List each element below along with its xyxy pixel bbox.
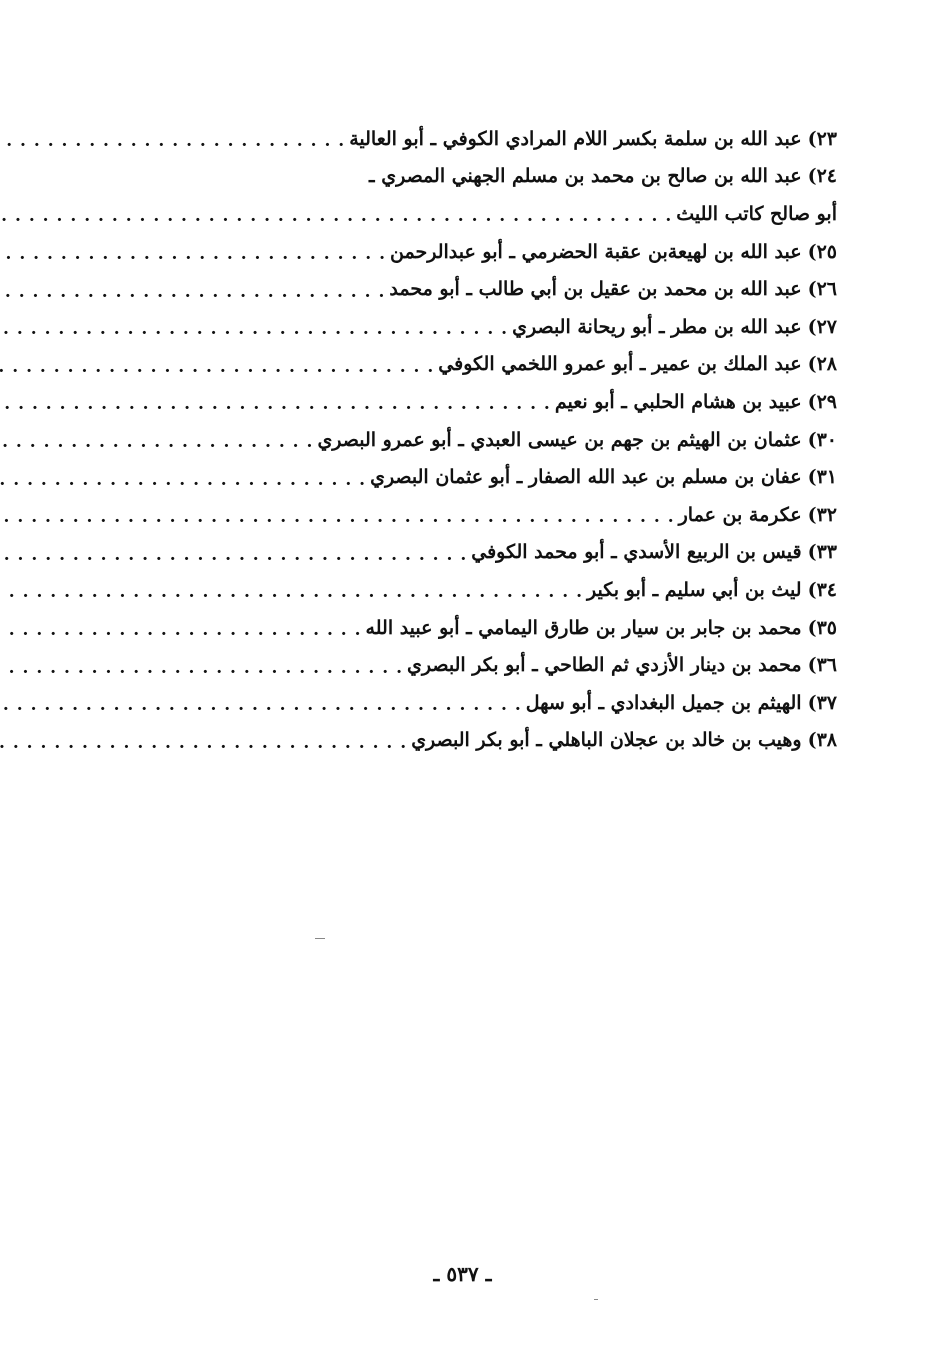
toc-entry[interactable] <box>143 270 837 308</box>
entry-title: عبد الله بن لهيعةبن عقبة الحضرمي ـ أبو عبدالرحمن <box>390 240 802 263</box>
entry-title: أبو صالح كاتب الليث <box>676 202 837 225</box>
page-number: ـ ٥٣٧ ـ <box>433 1262 492 1286</box>
dot-leader <box>0 695 522 714</box>
entry-number: ٣١) <box>807 466 837 489</box>
dot-leader <box>0 507 675 526</box>
toc-entry[interactable] <box>143 722 837 760</box>
entry-title: عبد الله بن محمد بن عقيل بن أبي طالب ـ أبو محمد <box>389 278 802 301</box>
entry-title: قيس بن الربيع الأسدي ـ أبو محمد الكوفي <box>471 541 802 564</box>
toc-entry[interactable] <box>143 346 837 384</box>
entry-title: عبد الله بن مطر ـ أبو ريحانة البصري <box>512 315 802 338</box>
entry-title: عبد الله بن صالح بن محمد بن مسلم الجهني المصري ـ <box>369 165 802 188</box>
entry-title: محمد بن دينار الأزدي ثم الطاحي ـ أبو بكر البصري <box>407 654 802 677</box>
entry-number: ٢٩) <box>807 390 837 413</box>
dot-leader <box>0 244 386 263</box>
entry-number: ٣٨) <box>807 729 837 752</box>
toc-entry[interactable] <box>143 158 837 196</box>
toc-entry[interactable] <box>143 646 837 684</box>
dot-leader <box>0 394 551 413</box>
entry-number: ٣٥) <box>807 616 837 639</box>
entry-title: عكرمة بن عمار <box>678 503 802 526</box>
entry-number: ٢٤) <box>807 165 837 188</box>
dot-leader <box>0 206 672 225</box>
scan-artifact <box>594 1299 598 1300</box>
entry-number: ٣٣) <box>807 541 837 564</box>
toc-entry[interactable] <box>143 571 837 609</box>
entry-title: عفان بن مسلم بن عبد الله الصفار ـ أبو عثمان البصري <box>370 466 802 489</box>
entry-title: ليث بن أبي سليم ـ أبو بكير <box>587 578 802 601</box>
table-of-contents <box>143 120 837 759</box>
entry-number: ٣٧) <box>807 691 837 714</box>
dot-leader <box>0 733 407 752</box>
toc-entry[interactable] <box>143 684 837 722</box>
entry-number: ٢٨) <box>807 353 837 376</box>
entry-number: ٣٢) <box>807 503 837 526</box>
toc-entry[interactable] <box>143 421 837 459</box>
entry-number: ٣٠) <box>807 428 837 451</box>
entry-title: عبيد بن هشام الحلبي ـ أبو نعيم <box>554 390 802 413</box>
entry-number: ٣٦) <box>807 654 837 677</box>
dot-leader <box>0 545 467 564</box>
dot-leader <box>0 282 385 301</box>
dot-leader <box>0 319 508 338</box>
toc-entry[interactable] <box>143 233 837 271</box>
toc-entry[interactable] <box>143 534 837 572</box>
toc-entry[interactable] <box>143 458 837 496</box>
toc-entry[interactable] <box>143 308 837 346</box>
entry-number: ٢٥) <box>807 240 837 263</box>
toc-entry[interactable] <box>143 496 837 534</box>
dot-leader <box>0 582 583 601</box>
entry-title: عبد الله بن سلمة بكسر اللام المرادي الكوفي ـ أبو العالية <box>349 127 802 150</box>
entry-number: ٢٦) <box>807 278 837 301</box>
entry-title: وهيب بن خالد بن عجلان الباهلي ـ أبو بكر البصري <box>411 729 802 752</box>
entry-number: ٢٣) <box>807 127 837 150</box>
dot-leader <box>0 620 362 639</box>
entry-title: عثمان بن الهيثم بن جهم بن عيسى العبدي ـ أبو عمرو البصري <box>317 428 802 451</box>
scan-artifact <box>315 938 325 939</box>
toc-entry[interactable] <box>143 383 837 421</box>
entry-number: ٣٤) <box>807 578 837 601</box>
toc-entry[interactable] <box>143 120 837 158</box>
dot-leader <box>0 131 345 150</box>
entry-number: ٢٧) <box>807 315 837 338</box>
dot-leader <box>0 658 403 677</box>
entry-title: محمد بن جابر بن سيار بن طارق اليمامي ـ أبو عبيد الله <box>365 616 802 639</box>
dot-leader <box>0 357 434 376</box>
toc-entry[interactable] <box>143 609 837 647</box>
dot-leader <box>0 432 313 451</box>
entry-title: عبد الملك بن عمير ـ أبو عمرو اللخمي الكوفي <box>438 353 802 376</box>
entry-title: الهيثم بن جميل البغدادي ـ أبو سهل <box>525 691 802 714</box>
dot-leader <box>0 470 366 489</box>
toc-entry[interactable] <box>143 195 837 233</box>
